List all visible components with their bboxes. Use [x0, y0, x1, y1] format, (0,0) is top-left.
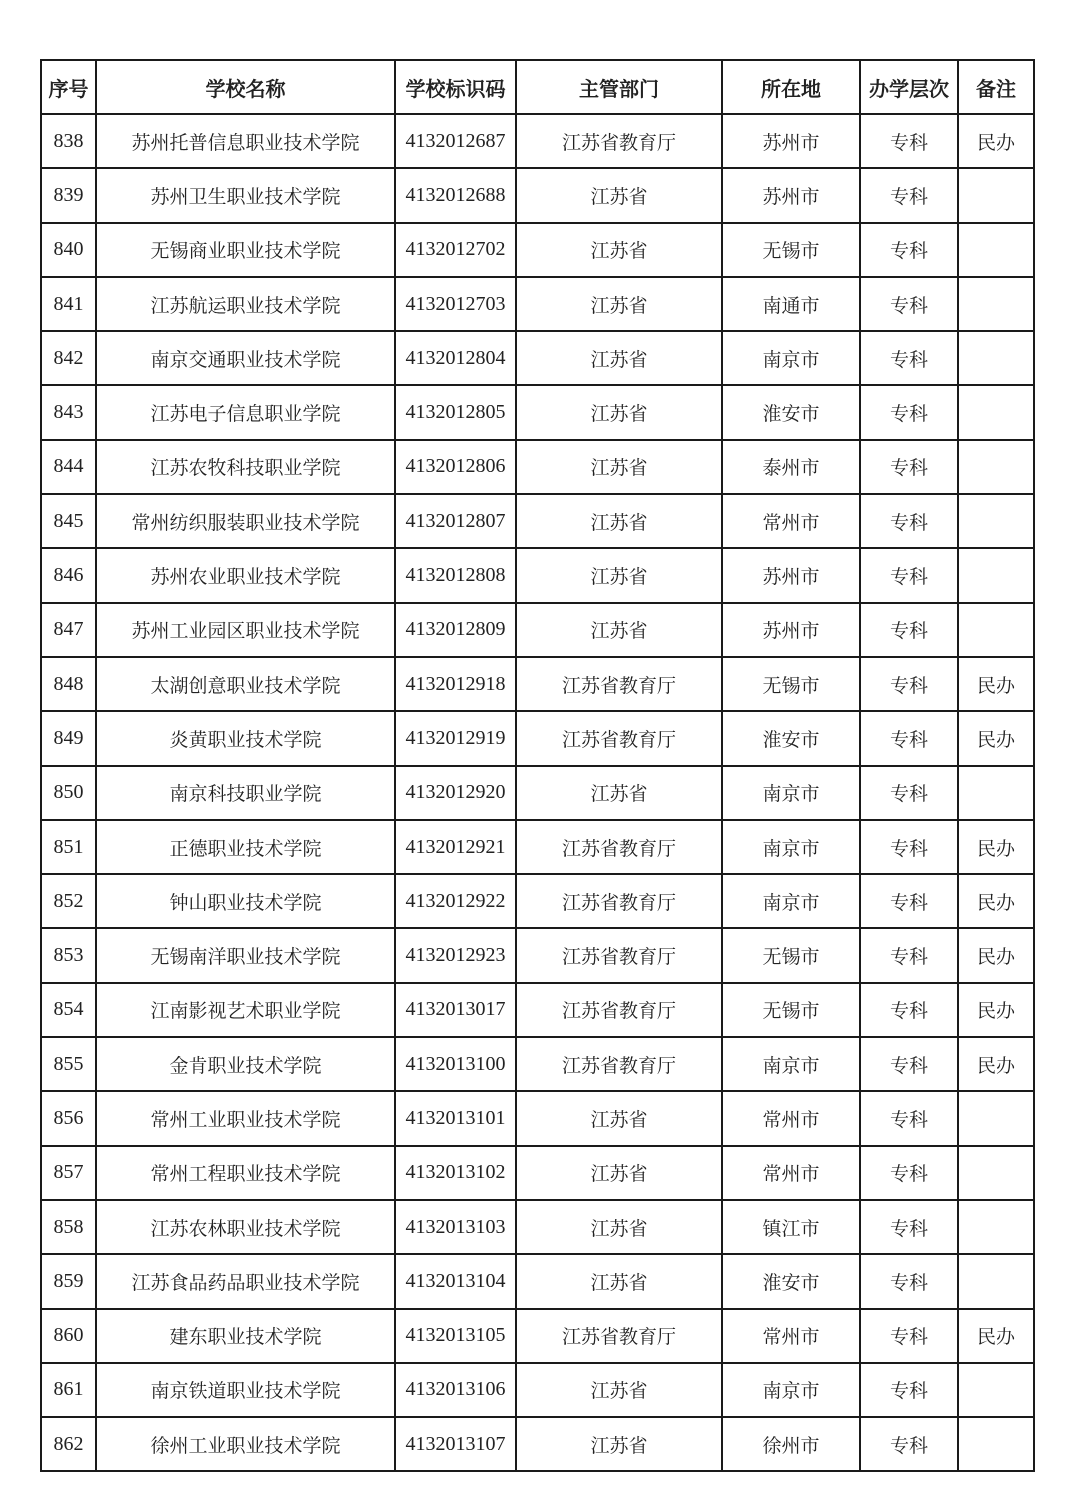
cell-remarks: 民办 — [958, 657, 1034, 711]
table-row — [41, 766, 1034, 820]
cell-seq: 849 — [41, 711, 96, 765]
cell-remarks — [958, 1200, 1034, 1254]
cell-department: 江苏省 — [516, 548, 722, 602]
cell-school-name: 常州工程职业技术学院 — [96, 1146, 395, 1200]
cell-school-code: 4132013106 — [395, 1363, 516, 1417]
cell-department: 江苏省教育厅 — [516, 928, 722, 982]
cell-level: 专科 — [860, 114, 958, 168]
cell-location: 淮安市 — [722, 1254, 860, 1308]
cell-level: 专科 — [860, 1200, 958, 1254]
cell-level: 专科 — [860, 548, 958, 602]
cell-school-code: 4132012809 — [395, 603, 516, 657]
cell-school-name: 炎黄职业技术学院 — [96, 711, 395, 765]
cell-seq: 850 — [41, 766, 96, 820]
cell-school-code: 4132012703 — [395, 277, 516, 331]
cell-department: 江苏省 — [516, 168, 722, 222]
cell-location: 无锡市 — [722, 928, 860, 982]
cell-department: 江苏省 — [516, 1417, 722, 1471]
cell-school-code: 4132012921 — [395, 820, 516, 874]
cell-remarks: 民办 — [958, 711, 1034, 765]
cell-remarks — [958, 385, 1034, 439]
cell-department: 江苏省 — [516, 277, 722, 331]
cell-level: 专科 — [860, 1417, 958, 1471]
cell-location: 无锡市 — [722, 657, 860, 711]
cell-location: 淮安市 — [722, 385, 860, 439]
cell-remarks — [958, 331, 1034, 385]
cell-department: 江苏省 — [516, 1091, 722, 1145]
table-row — [41, 168, 1034, 222]
table-row — [41, 114, 1034, 168]
cell-school-code: 4132013100 — [395, 1037, 516, 1091]
header-school-name: 学校名称 — [96, 60, 395, 114]
cell-department: 江苏省 — [516, 385, 722, 439]
cell-school-code: 4132012805 — [395, 385, 516, 439]
cell-level: 专科 — [860, 1363, 958, 1417]
cell-location: 常州市 — [722, 1309, 860, 1363]
cell-location: 无锡市 — [722, 983, 860, 1037]
cell-location: 苏州市 — [722, 168, 860, 222]
cell-location: 常州市 — [722, 1091, 860, 1145]
table-row — [41, 928, 1034, 982]
cell-school-name: 南京交通职业技术学院 — [96, 331, 395, 385]
cell-level: 专科 — [860, 331, 958, 385]
cell-remarks — [958, 1363, 1034, 1417]
cell-school-name: 常州工业职业技术学院 — [96, 1091, 395, 1145]
cell-remarks: 民办 — [958, 820, 1034, 874]
cell-school-code: 4132012808 — [395, 548, 516, 602]
table-row — [41, 657, 1034, 711]
cell-department: 江苏省教育厅 — [516, 711, 722, 765]
cell-school-name: 南京铁道职业技术学院 — [96, 1363, 395, 1417]
cell-remarks — [958, 1417, 1034, 1471]
cell-location: 常州市 — [722, 1146, 860, 1200]
table-row — [41, 1309, 1034, 1363]
cell-school-name: 南京科技职业学院 — [96, 766, 395, 820]
cell-department: 江苏省 — [516, 494, 722, 548]
cell-location: 南京市 — [722, 820, 860, 874]
cell-level: 专科 — [860, 820, 958, 874]
cell-remarks: 民办 — [958, 1037, 1034, 1091]
cell-school-name: 江苏农林职业技术学院 — [96, 1200, 395, 1254]
cell-level: 专科 — [860, 494, 958, 548]
cell-school-name: 江苏食品药品职业技术学院 — [96, 1254, 395, 1308]
cell-location: 泰州市 — [722, 440, 860, 494]
cell-school-name: 太湖创意职业技术学院 — [96, 657, 395, 711]
cell-location: 苏州市 — [722, 548, 860, 602]
cell-school-code: 4132013102 — [395, 1146, 516, 1200]
cell-level: 专科 — [860, 168, 958, 222]
cell-school-name: 钟山职业技术学院 — [96, 874, 395, 928]
cell-school-name: 江南影视艺术职业学院 — [96, 983, 395, 1037]
cell-school-name: 徐州工业职业技术学院 — [96, 1417, 395, 1471]
cell-level: 专科 — [860, 1309, 958, 1363]
cell-department: 江苏省 — [516, 766, 722, 820]
cell-remarks — [958, 440, 1034, 494]
cell-seq: 860 — [41, 1309, 96, 1363]
cell-seq: 859 — [41, 1254, 96, 1308]
cell-department: 江苏省 — [516, 1363, 722, 1417]
table-row — [41, 820, 1034, 874]
cell-school-code: 4132012920 — [395, 766, 516, 820]
cell-remarks: 民办 — [958, 983, 1034, 1037]
header-remarks: 备注 — [958, 60, 1034, 114]
table-row — [41, 223, 1034, 277]
cell-department: 江苏省 — [516, 331, 722, 385]
cell-level: 专科 — [860, 603, 958, 657]
cell-school-name: 苏州工业园区职业技术学院 — [96, 603, 395, 657]
cell-level: 专科 — [860, 1037, 958, 1091]
cell-department: 江苏省 — [516, 1200, 722, 1254]
table-row — [41, 603, 1034, 657]
cell-remarks: 民办 — [958, 114, 1034, 168]
cell-remarks — [958, 766, 1034, 820]
cell-location: 苏州市 — [722, 114, 860, 168]
cell-level: 专科 — [860, 711, 958, 765]
cell-location: 南京市 — [722, 1037, 860, 1091]
cell-remarks: 民办 — [958, 1309, 1034, 1363]
cell-school-name: 苏州托普信息职业技术学院 — [96, 114, 395, 168]
cell-remarks — [958, 1091, 1034, 1145]
cell-seq: 843 — [41, 385, 96, 439]
cell-school-name: 正德职业技术学院 — [96, 820, 395, 874]
cell-seq: 839 — [41, 168, 96, 222]
cell-seq: 862 — [41, 1417, 96, 1471]
cell-seq: 841 — [41, 277, 96, 331]
cell-level: 专科 — [860, 385, 958, 439]
cell-level: 专科 — [860, 983, 958, 1037]
cell-seq: 858 — [41, 1200, 96, 1254]
cell-location: 无锡市 — [722, 223, 860, 277]
cell-school-code: 4132012923 — [395, 928, 516, 982]
table-row — [41, 874, 1034, 928]
cell-school-code: 4132013017 — [395, 983, 516, 1037]
cell-location: 南京市 — [722, 331, 860, 385]
table-row — [41, 440, 1034, 494]
cell-department: 江苏省 — [516, 1146, 722, 1200]
cell-location: 淮安市 — [722, 711, 860, 765]
cell-school-code: 4132012922 — [395, 874, 516, 928]
cell-remarks — [958, 548, 1034, 602]
cell-department: 江苏省 — [516, 603, 722, 657]
cell-school-name: 江苏电子信息职业学院 — [96, 385, 395, 439]
cell-location: 苏州市 — [722, 603, 860, 657]
table-row — [41, 1200, 1034, 1254]
cell-remarks — [958, 168, 1034, 222]
cell-school-code: 4132013107 — [395, 1417, 516, 1471]
cell-location: 镇江市 — [722, 1200, 860, 1254]
cell-level: 专科 — [860, 1146, 958, 1200]
cell-remarks — [958, 277, 1034, 331]
cell-school-name: 江苏农牧科技职业学院 — [96, 440, 395, 494]
header-location: 所在地 — [722, 60, 860, 114]
cell-level: 专科 — [860, 874, 958, 928]
cell-remarks — [958, 1146, 1034, 1200]
cell-remarks — [958, 1254, 1034, 1308]
cell-remarks — [958, 223, 1034, 277]
cell-school-code: 4132012804 — [395, 331, 516, 385]
cell-seq: 853 — [41, 928, 96, 982]
cell-level: 专科 — [860, 1254, 958, 1308]
cell-department: 江苏省 — [516, 1254, 722, 1308]
cell-remarks: 民办 — [958, 928, 1034, 982]
header-school-code: 学校标识码 — [395, 60, 516, 114]
cell-location: 徐州市 — [722, 1417, 860, 1471]
table-row — [41, 1363, 1034, 1417]
cell-location: 南京市 — [722, 1363, 860, 1417]
header-level: 办学层次 — [860, 60, 958, 114]
cell-seq: 838 — [41, 114, 96, 168]
cell-location: 南京市 — [722, 874, 860, 928]
cell-department: 江苏省教育厅 — [516, 983, 722, 1037]
cell-level: 专科 — [860, 657, 958, 711]
cell-school-code: 4132012688 — [395, 168, 516, 222]
cell-department: 江苏省教育厅 — [516, 657, 722, 711]
table-header-row — [41, 60, 1034, 114]
cell-remarks — [958, 494, 1034, 548]
cell-seq: 856 — [41, 1091, 96, 1145]
cell-location: 南京市 — [722, 766, 860, 820]
cell-school-code: 4132012806 — [395, 440, 516, 494]
school-list-table — [40, 59, 1035, 1472]
cell-school-name: 苏州农业职业技术学院 — [96, 548, 395, 602]
table-row — [41, 1417, 1034, 1471]
cell-level: 专科 — [860, 928, 958, 982]
table-row — [41, 385, 1034, 439]
cell-seq: 848 — [41, 657, 96, 711]
cell-seq: 842 — [41, 331, 96, 385]
cell-seq: 857 — [41, 1146, 96, 1200]
header-seq: 序号 — [41, 60, 96, 114]
cell-school-code: 4132013103 — [395, 1200, 516, 1254]
header-department: 主管部门 — [516, 60, 722, 114]
cell-school-code: 4132012919 — [395, 711, 516, 765]
cell-school-code: 4132012918 — [395, 657, 516, 711]
cell-level: 专科 — [860, 223, 958, 277]
table-row — [41, 1037, 1034, 1091]
cell-level: 专科 — [860, 766, 958, 820]
cell-level: 专科 — [860, 440, 958, 494]
cell-school-code: 4132013105 — [395, 1309, 516, 1363]
cell-department: 江苏省 — [516, 223, 722, 277]
table-body — [41, 114, 1034, 1471]
cell-seq: 852 — [41, 874, 96, 928]
cell-seq: 861 — [41, 1363, 96, 1417]
cell-department: 江苏省教育厅 — [516, 820, 722, 874]
cell-school-code: 4132012687 — [395, 114, 516, 168]
cell-school-name: 江苏航运职业技术学院 — [96, 277, 395, 331]
cell-remarks: 民办 — [958, 874, 1034, 928]
cell-school-code: 4132012702 — [395, 223, 516, 277]
cell-seq: 847 — [41, 603, 96, 657]
cell-school-code: 4132012807 — [395, 494, 516, 548]
cell-seq: 854 — [41, 983, 96, 1037]
cell-school-name: 常州纺织服装职业技术学院 — [96, 494, 395, 548]
table-row — [41, 983, 1034, 1037]
cell-seq: 844 — [41, 440, 96, 494]
cell-location: 南通市 — [722, 277, 860, 331]
table-row — [41, 548, 1034, 602]
cell-department: 江苏省教育厅 — [516, 1309, 722, 1363]
table-row — [41, 711, 1034, 765]
cell-department: 江苏省教育厅 — [516, 114, 722, 168]
cell-location: 常州市 — [722, 494, 860, 548]
table-row — [41, 1254, 1034, 1308]
cell-department: 江苏省 — [516, 440, 722, 494]
cell-school-name: 金肯职业技术学院 — [96, 1037, 395, 1091]
cell-seq: 851 — [41, 820, 96, 874]
table-row — [41, 494, 1034, 548]
cell-seq: 855 — [41, 1037, 96, 1091]
table-row — [41, 331, 1034, 385]
cell-seq: 846 — [41, 548, 96, 602]
cell-seq: 840 — [41, 223, 96, 277]
table-row — [41, 1091, 1034, 1145]
cell-school-name: 无锡南洋职业技术学院 — [96, 928, 395, 982]
cell-department: 江苏省教育厅 — [516, 874, 722, 928]
cell-remarks — [958, 603, 1034, 657]
cell-level: 专科 — [860, 1091, 958, 1145]
cell-school-name: 苏州卫生职业技术学院 — [96, 168, 395, 222]
cell-department: 江苏省教育厅 — [516, 1037, 722, 1091]
cell-school-code: 4132013101 — [395, 1091, 516, 1145]
cell-seq: 845 — [41, 494, 96, 548]
table-row — [41, 277, 1034, 331]
cell-school-name: 无锡商业职业技术学院 — [96, 223, 395, 277]
cell-level: 专科 — [860, 277, 958, 331]
cell-school-code: 4132013104 — [395, 1254, 516, 1308]
cell-school-name: 建东职业技术学院 — [96, 1309, 395, 1363]
table-row — [41, 1146, 1034, 1200]
